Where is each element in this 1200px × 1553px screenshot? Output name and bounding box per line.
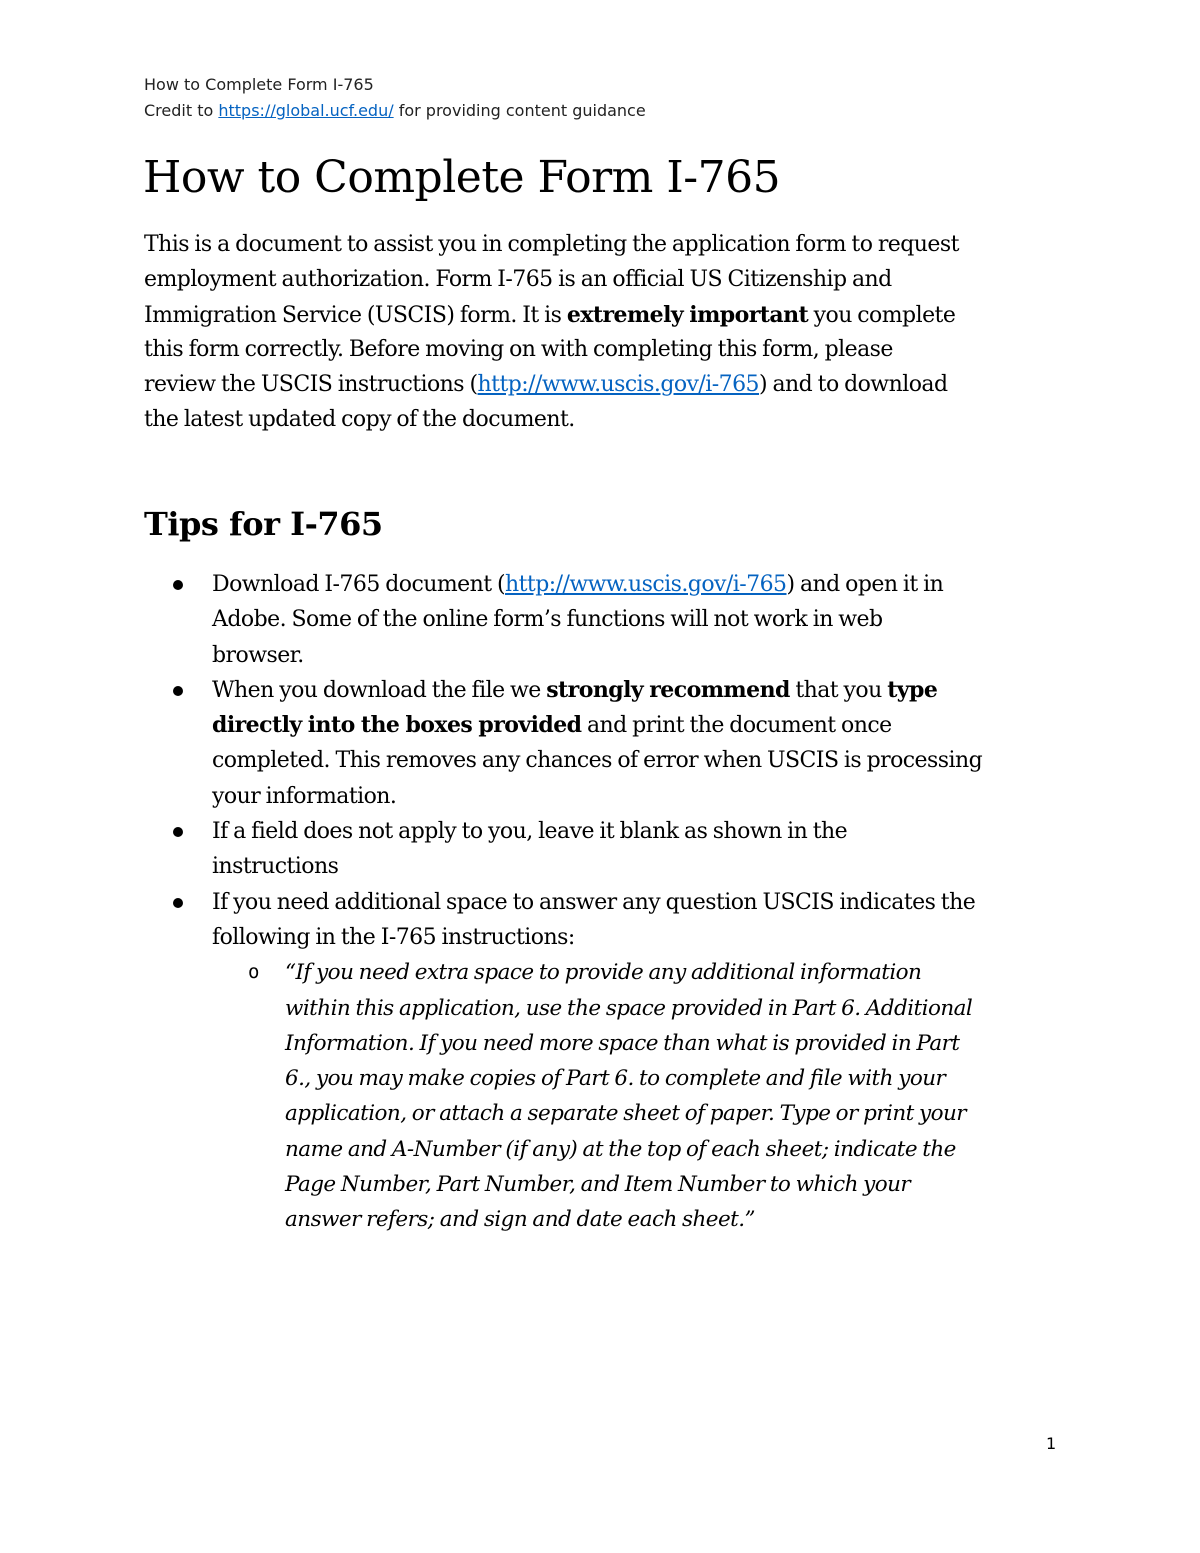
tip-line xyxy=(212,673,1092,708)
page-title: How to Complete Form I-765 xyxy=(143,152,781,203)
tip-line: Adobe. Some of the online form’s functions will not work in web xyxy=(212,607,883,633)
tip-line: instructions xyxy=(212,854,339,880)
quote-line: “If you need extra space to provide any additional information xyxy=(285,960,922,986)
tip-text: that you xyxy=(789,677,888,703)
intro-paragraph xyxy=(144,228,1074,438)
quote-item xyxy=(248,955,1092,1237)
tip-line xyxy=(212,708,1092,743)
tip-line: browser. xyxy=(212,642,304,668)
tip-text: ) and open it in xyxy=(786,572,944,597)
intro-text: you complete xyxy=(808,302,956,328)
tips-heading: Tips for I-765 xyxy=(144,505,383,543)
tip-line xyxy=(212,567,1092,602)
intro-emphasis: extremely important xyxy=(566,301,809,328)
quote-line: Page Number, Part Number, and Item Number to which your xyxy=(285,1172,911,1198)
tip-line: If you need additional space to answer any question USCIS indicates the xyxy=(212,889,976,915)
bullet-icon xyxy=(173,827,183,837)
tip-item xyxy=(212,673,1092,814)
quote-list xyxy=(212,955,1092,1237)
page-header xyxy=(144,72,646,124)
tip-line: your information. xyxy=(212,783,397,809)
bullet-icon xyxy=(173,580,183,590)
bullet-icon xyxy=(173,686,183,696)
tip-emphasis: type xyxy=(887,676,938,703)
quote-line: application, or attach a separate sheet of paper. Type or print your xyxy=(285,1101,967,1127)
credit-link[interactable]: https://global.ucf.edu/ xyxy=(218,101,394,120)
tip-text: Download I-765 document ( xyxy=(212,572,506,597)
credit-suffix: for providing content guidance xyxy=(393,101,646,120)
bullet-icon xyxy=(173,898,183,908)
intro-line: this form correctly. Before moving on with completing this form, please xyxy=(144,337,893,363)
credit-prefix: Credit to xyxy=(144,101,219,120)
header-title: How to Complete Form I-765 xyxy=(144,75,374,94)
intro-line: employment authorization. Form I-765 is an official US Citizenship and xyxy=(144,266,892,292)
tip-emphasis: strongly recommend xyxy=(546,676,790,703)
quote-line: within this application, use the space provided in Part 6. Additional xyxy=(285,995,973,1021)
intro-line: This is a document to assist you in completing the application form to request xyxy=(144,232,959,257)
tips-list xyxy=(212,567,1092,1238)
tip-text: and print the document once xyxy=(581,713,892,739)
tip-line: completed. This removes any chances of error when USCIS is processing xyxy=(212,748,983,774)
tip-item xyxy=(212,567,1092,673)
intro-line: the latest updated copy of the document. xyxy=(144,406,575,432)
tip-item xyxy=(212,885,1092,1238)
uscis-download-link[interactable]: http://www.uscis.gov/i-765 xyxy=(505,572,787,597)
intro-line xyxy=(144,298,1074,334)
quote-line: Information. If you need more space than what is provided in Part xyxy=(285,1030,960,1056)
tip-item xyxy=(212,814,1092,885)
circle-bullet-icon: o xyxy=(248,961,259,984)
intro-line xyxy=(144,368,1074,403)
intro-text: Immigration Service (USCIS) form. It is xyxy=(144,302,567,328)
intro-text: review the USCIS instructions ( xyxy=(144,372,478,398)
tip-line: If a field does not apply to you, leave it blank as shown in the xyxy=(212,819,848,845)
quote-line: 6., you may make copies of Part 6. to complete and file with your xyxy=(285,1066,946,1092)
quote-line: answer refers; and sign and date each sheet.” xyxy=(285,1207,755,1233)
intro-text: ) and to download xyxy=(759,372,948,398)
header-credit xyxy=(144,98,646,124)
tip-line: following in the I-765 instructions: xyxy=(212,924,575,950)
page-number: 1 xyxy=(1046,1434,1057,1453)
uscis-link[interactable]: http://www.uscis.gov/i-765 xyxy=(477,372,760,398)
tip-emphasis: directly into the boxes provided xyxy=(212,712,582,739)
tip-text: When you download the file we xyxy=(212,677,547,703)
quote-line: name and A-Number (if any) at the top of each sheet; indicate the xyxy=(285,1136,956,1162)
